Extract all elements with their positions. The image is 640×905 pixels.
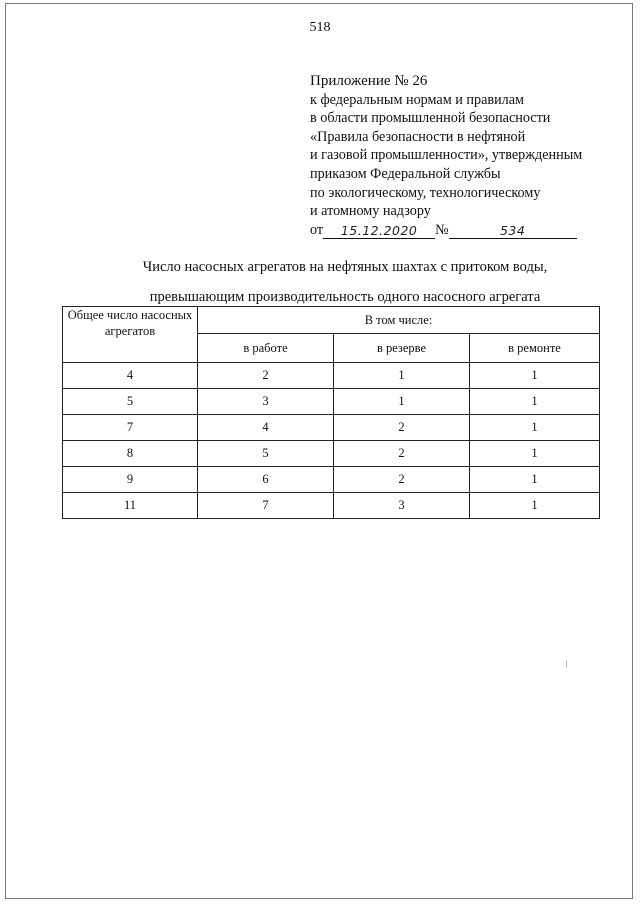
cell-total: 7 xyxy=(63,415,198,441)
cell-reserve: 2 xyxy=(334,415,470,441)
cell-total: 5 xyxy=(63,389,198,415)
cell-reserve: 1 xyxy=(334,363,470,389)
cell-reserve: 2 xyxy=(334,441,470,467)
cell-repair: 1 xyxy=(470,467,600,493)
cell-repair: 1 xyxy=(470,415,600,441)
handwritten-number: 534 xyxy=(449,222,577,239)
table-row xyxy=(63,467,600,493)
table-row xyxy=(63,415,600,441)
appendix-line: приказом Федеральной службы xyxy=(310,165,501,182)
table-row xyxy=(63,441,600,467)
header-in-reserve: в резерве xyxy=(334,334,470,363)
date-prefix: от xyxy=(310,221,324,238)
header-in-operation: в работе xyxy=(198,334,334,363)
appendix-title: Приложение № 26 xyxy=(310,73,428,89)
signature-row xyxy=(310,221,630,241)
appendix-line: по экологическому, технологическому xyxy=(310,184,541,201)
cell-operation: 7 xyxy=(198,493,334,519)
appendix-line: в области промышленной безопасности xyxy=(310,110,551,127)
pumps-table xyxy=(62,306,600,519)
table-row xyxy=(63,493,600,519)
table-title-line: Число насосных агрегатов на нефтяных шахтах с притоком воды, xyxy=(142,259,548,275)
cell-reserve: 2 xyxy=(334,467,470,493)
number-prefix: № xyxy=(435,221,449,238)
handwritten-date: 15.12.2020 xyxy=(323,222,435,239)
scan-mark xyxy=(566,660,567,668)
cell-reserve: 1 xyxy=(334,389,470,415)
cell-total: 11 xyxy=(63,493,198,519)
appendix-line: к федеральным нормам и правилам xyxy=(310,91,525,108)
cell-repair: 1 xyxy=(470,493,600,519)
page-number: 518 xyxy=(309,20,331,35)
table-title xyxy=(0,252,640,312)
cell-operation: 4 xyxy=(198,415,334,441)
cell-repair: 1 xyxy=(470,441,600,467)
header-including: В том числе: xyxy=(198,307,600,334)
appendix-line: и атомному надзору xyxy=(310,203,431,220)
cell-repair: 1 xyxy=(470,363,600,389)
cell-operation: 2 xyxy=(198,363,334,389)
cell-total: 4 xyxy=(63,363,198,389)
appendix-line: и газовой промышленности», утвержденным xyxy=(310,147,583,164)
cell-repair: 1 xyxy=(470,389,600,415)
appendix-block xyxy=(310,72,630,241)
appendix-line: «Правила безопасности в нефтяной xyxy=(310,128,526,145)
header-total-pumps: Общее число насосных агрегатов xyxy=(63,307,198,363)
cell-operation: 3 xyxy=(198,389,334,415)
cell-operation: 5 xyxy=(198,441,334,467)
cell-total: 8 xyxy=(63,441,198,467)
cell-operation: 6 xyxy=(198,467,334,493)
table-title-line: превышающим производительность одного насосного агрегата xyxy=(149,289,541,305)
cell-total: 9 xyxy=(63,467,198,493)
cell-reserve: 3 xyxy=(334,493,470,519)
table-row xyxy=(63,389,600,415)
table-row xyxy=(63,363,600,389)
header-in-repair: в ремонте xyxy=(470,334,600,363)
